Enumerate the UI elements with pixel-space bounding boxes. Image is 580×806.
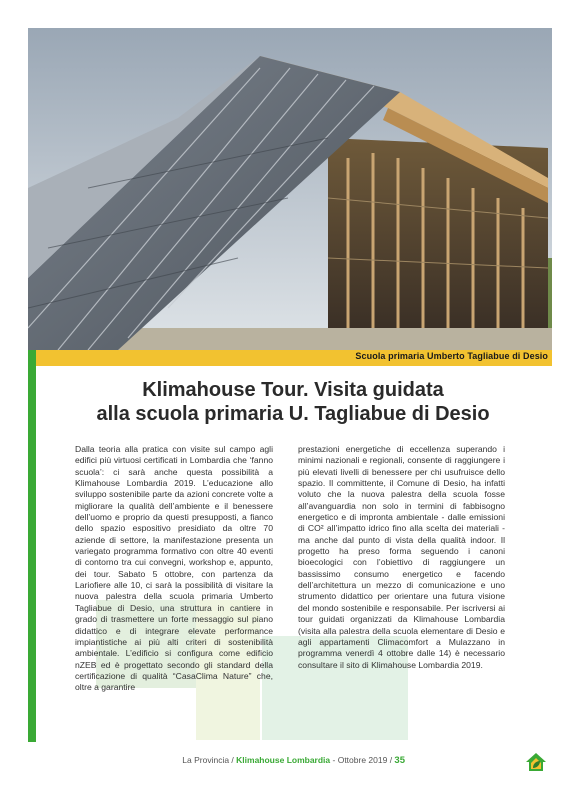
article-title	[40, 378, 546, 426]
green-margin-bar	[28, 366, 36, 742]
caption-accent	[28, 350, 36, 366]
page-footer	[0, 755, 405, 766]
footer-brand: Klimahouse Lombardia	[236, 755, 331, 765]
footer-separator: /	[229, 755, 237, 765]
article-column-right: prestazioni energetiche di eccellenza superando i minimi nazionali e regionali, consente di raggiungere i più elevati livelli di benessere per chi usufruisce dello spazio. Il committente, il Comune di Desio, ha infatti voluto che la nuova palestra della scuola fosse all’avanguardia non solo in termini di fabbisogno energetico e di impronta ambientale - dalle emissioni di CO² all’impatto idrico fino alla scelta dei materiali - ma anche dal punto di vista della qualità indoor. Il progetto ha preso forma seguendo i canoni bioecologici con l’obiettivo di raggiungere un bassissimo consumo energetico e facendo dell’architettura un mezzo di comunicazione e uno strumento didattico per orientare una futura visione del mondo sostenibile e responsabile. Per iscriversi ai tour guidati organizzati da Klimahouse Lombardia (visita alla palestra della scuola elementare di Desio e agli appartamenti Climacomfort a Mulazzano in programma venerdì 4 ottobre dalle 14) è necessario consultare il sito di Klimahouse Lombardia 2019.	[298, 444, 505, 670]
building-photo	[28, 28, 552, 350]
article-title-line1: Klimahouse Tour. Visita guidata	[142, 379, 444, 401]
footer-publication: La Provincia	[182, 755, 230, 765]
footer-issue: - Ottobre 2019 /	[330, 755, 395, 765]
building-illustration	[28, 28, 552, 350]
photo-caption-bar	[28, 350, 552, 366]
photo-caption: Scuola primaria Umberto Tagliabue di Desio	[355, 351, 548, 361]
article-column-left: Dalla teoria alla pratica con visite sul campo agli edifici più virtuosi certificati in Lombardia che ‘fanno scuola’: ci sarà anche questa possibilità a Klimahouse Lombardia 2019. L’educazione allo sviluppo sostenibile parte da azioni concrete volte a migliorare la qualità dell’ambiente e il benessere dell’uomo e proprio da questi presupposti, a fianco dello spazio espositivo presidiato da oltre 70 aziende di settore, la manifestazione presenta un variegato programma formativo con oltre 40 eventi di contorno tra cui convegni, workshop e, appunto, dei tour. Sabato 5 ottobre, con partenza da Lariofiere alle 10, ci sarà la possibilità di visitare la nuova palestra della scuola primaria Umberto Tagliabue di Desio, una struttura in cantiere in grado di trasmettere un forte messaggio sul piano didattico e di integrare elevate performance impiantistiche ai più alti criteri di sostenibilità ambientale. L’edificio si configura come edificio nZEB ed è progettato secondo gli standard della certificazione di qualità “CasaClima Nature” che, oltre a garantire	[75, 444, 273, 693]
article-title-line2: alla scuola primaria U. Tagliabue di Desio	[96, 403, 490, 425]
house-leaf-icon	[525, 751, 547, 773]
page-number: 35	[394, 755, 405, 766]
